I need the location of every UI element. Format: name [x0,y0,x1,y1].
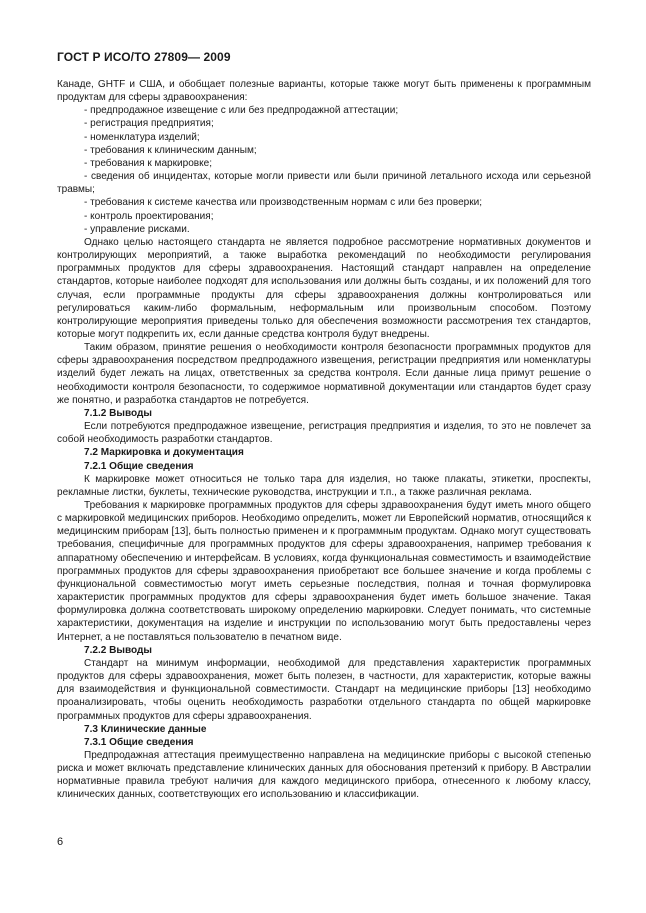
paragraph: К маркировке может относиться не только тара для изделия, но также плакаты, этикетки, проспекты, рекламные листки, буклеты, технические руководства, инструкции и т.п., а также различная реклама. [57,473,591,498]
page-number: 6 [57,836,64,848]
list-item: - сведения об инцидентах, которые могли привести или были причиной летального исхода или серьезной травмы; [57,171,591,196]
paragraph: Однако целью настоящего стандарта не является подробное рассмотрение нормативных документов и контролирующих мероприятий, а также выработка рекомендаций по необходимости регулирования программных продуктов для сферы здравоохранения. Настоящий стандарт направлен на определение стандартов, которые наиболее подходят для использования или должны быть созданы, и их положений для того случая, если программные продукты для сферы здравоохранения должны контролироваться или регулироваться каким-либо формальным, неформальным или произвольным способом. Поэтому контролирующие мероприятия приведены только для обеспечения возможности рассмотрения тех стандартов, которые могут подкрепить их, если данные средства контроля будут внедрены. [57,236,591,340]
paragraph: Требования к маркировке программных продуктов для сферы здравоохранения будут иметь много общего с маркировкой медицинских приборов. Необходимо определить, может ли Европейский норматив, относящийся к медицинским приборам [13], быть полностью применен и к программным продуктам. Однако могут существовать требования, специфичные для программных продуктов для сферы здравоохранения, например требования к аппаратному обеспечению и интерфейсам. В условиях, когда функциональная совместимость и взаимодействие программных продуктов для сферы здравоохранения приобретают все большее значение и когда проблемы с функциональной совместимостью могут иметь серьезные последствия, полная и точная формулировка характеристик программных продуктов для сферы здравоохранения будет иметь большое значение. Такая формулировка должна соответствовать широкому определению маркировки. Следует понимать, что системные характеристики, документация на изделие и инструкции по использованию могут быть предоставлены через Интернет, а не поставляться пользователю в печатном виде. [57,500,591,643]
section-heading: 7.2.1 Общие сведения [84,460,194,472]
paragraph: Стандарт на минимум информации, необходимой для представления характеристик программных продуктов для сферы здравоохранения, может быть полезен, в частности, для характеристик, которые важны для взаимодействия и функциональной совместимости. Стандарт на медицинские приборы [13] необходимо проанализировать, чтобы оценить необходимость разработки отдельного стандарта по общей маркировке программных продуктов для сферы здравоохранения. [57,657,591,722]
list-item: - требования к маркировке; [84,157,213,169]
paragraph: Таким образом, принятие решения о необходимости контроля безопасности программных продуктов для сферы здравоохранения посредством предпродажного извещения, регистрации предприятия или номенклатуры изделий будет лежать на лицах, ответственных за средства контроля. Если данные лица примут решение о необходимости контроля безопасности, то содержимое нормативной документации или стандартов будет сразу же понятно, и разработка стандартов не потребуется. [57,342,591,406]
paragraph: Если потребуются предпродажное извещение, регистрация предприятия и изделия, то это не повлечет за собой необходимость разработки стандартов. [57,421,591,446]
page-header: ГОСТ Р ИСО/ТО 27809— 2009 [57,50,231,64]
section-heading: 7.1.2 Выводы [84,407,152,419]
list-item: - предпродажное извещение с или без предпродажной аттестации; [84,105,399,117]
document-body [57,78,591,802]
section-heading: 7.3.1 Общие сведения [84,736,194,748]
paragraph: Предпродажная аттестация преимущественно направлена на медицинские приборы с высокой степенью риска и может включать представление клинических данных для обоснования претензий к прибору. В Австралии нормативные правила требуют наличия для каждого медицинского прибора, отнесенного к любому классу, клинических данных, соответствующих его использованию и классификации. [57,749,591,801]
list-item: - требования к системе качества или производственным нормам с или без проверки; [84,197,483,209]
intro-paragraph: Канаде, GHTF и США, и обобщает полезные варианты, которые также могут быть применены к программным продуктам для сферы здравоохранения: [57,79,591,104]
section-heading: 7.2.2 Выводы [84,644,152,656]
list-item: - управление рисками. [84,223,190,235]
list-item: - регистрация предприятия; [84,118,214,130]
list-item: - требования к клиническим данным; [84,144,257,156]
section-heading: 7.3 Клинические данные [84,723,207,735]
list-item: - номенклатура изделий; [84,131,200,143]
section-heading: 7.2 Маркировка и документация [84,447,244,459]
list-item: - контроль проектирования; [84,210,214,222]
